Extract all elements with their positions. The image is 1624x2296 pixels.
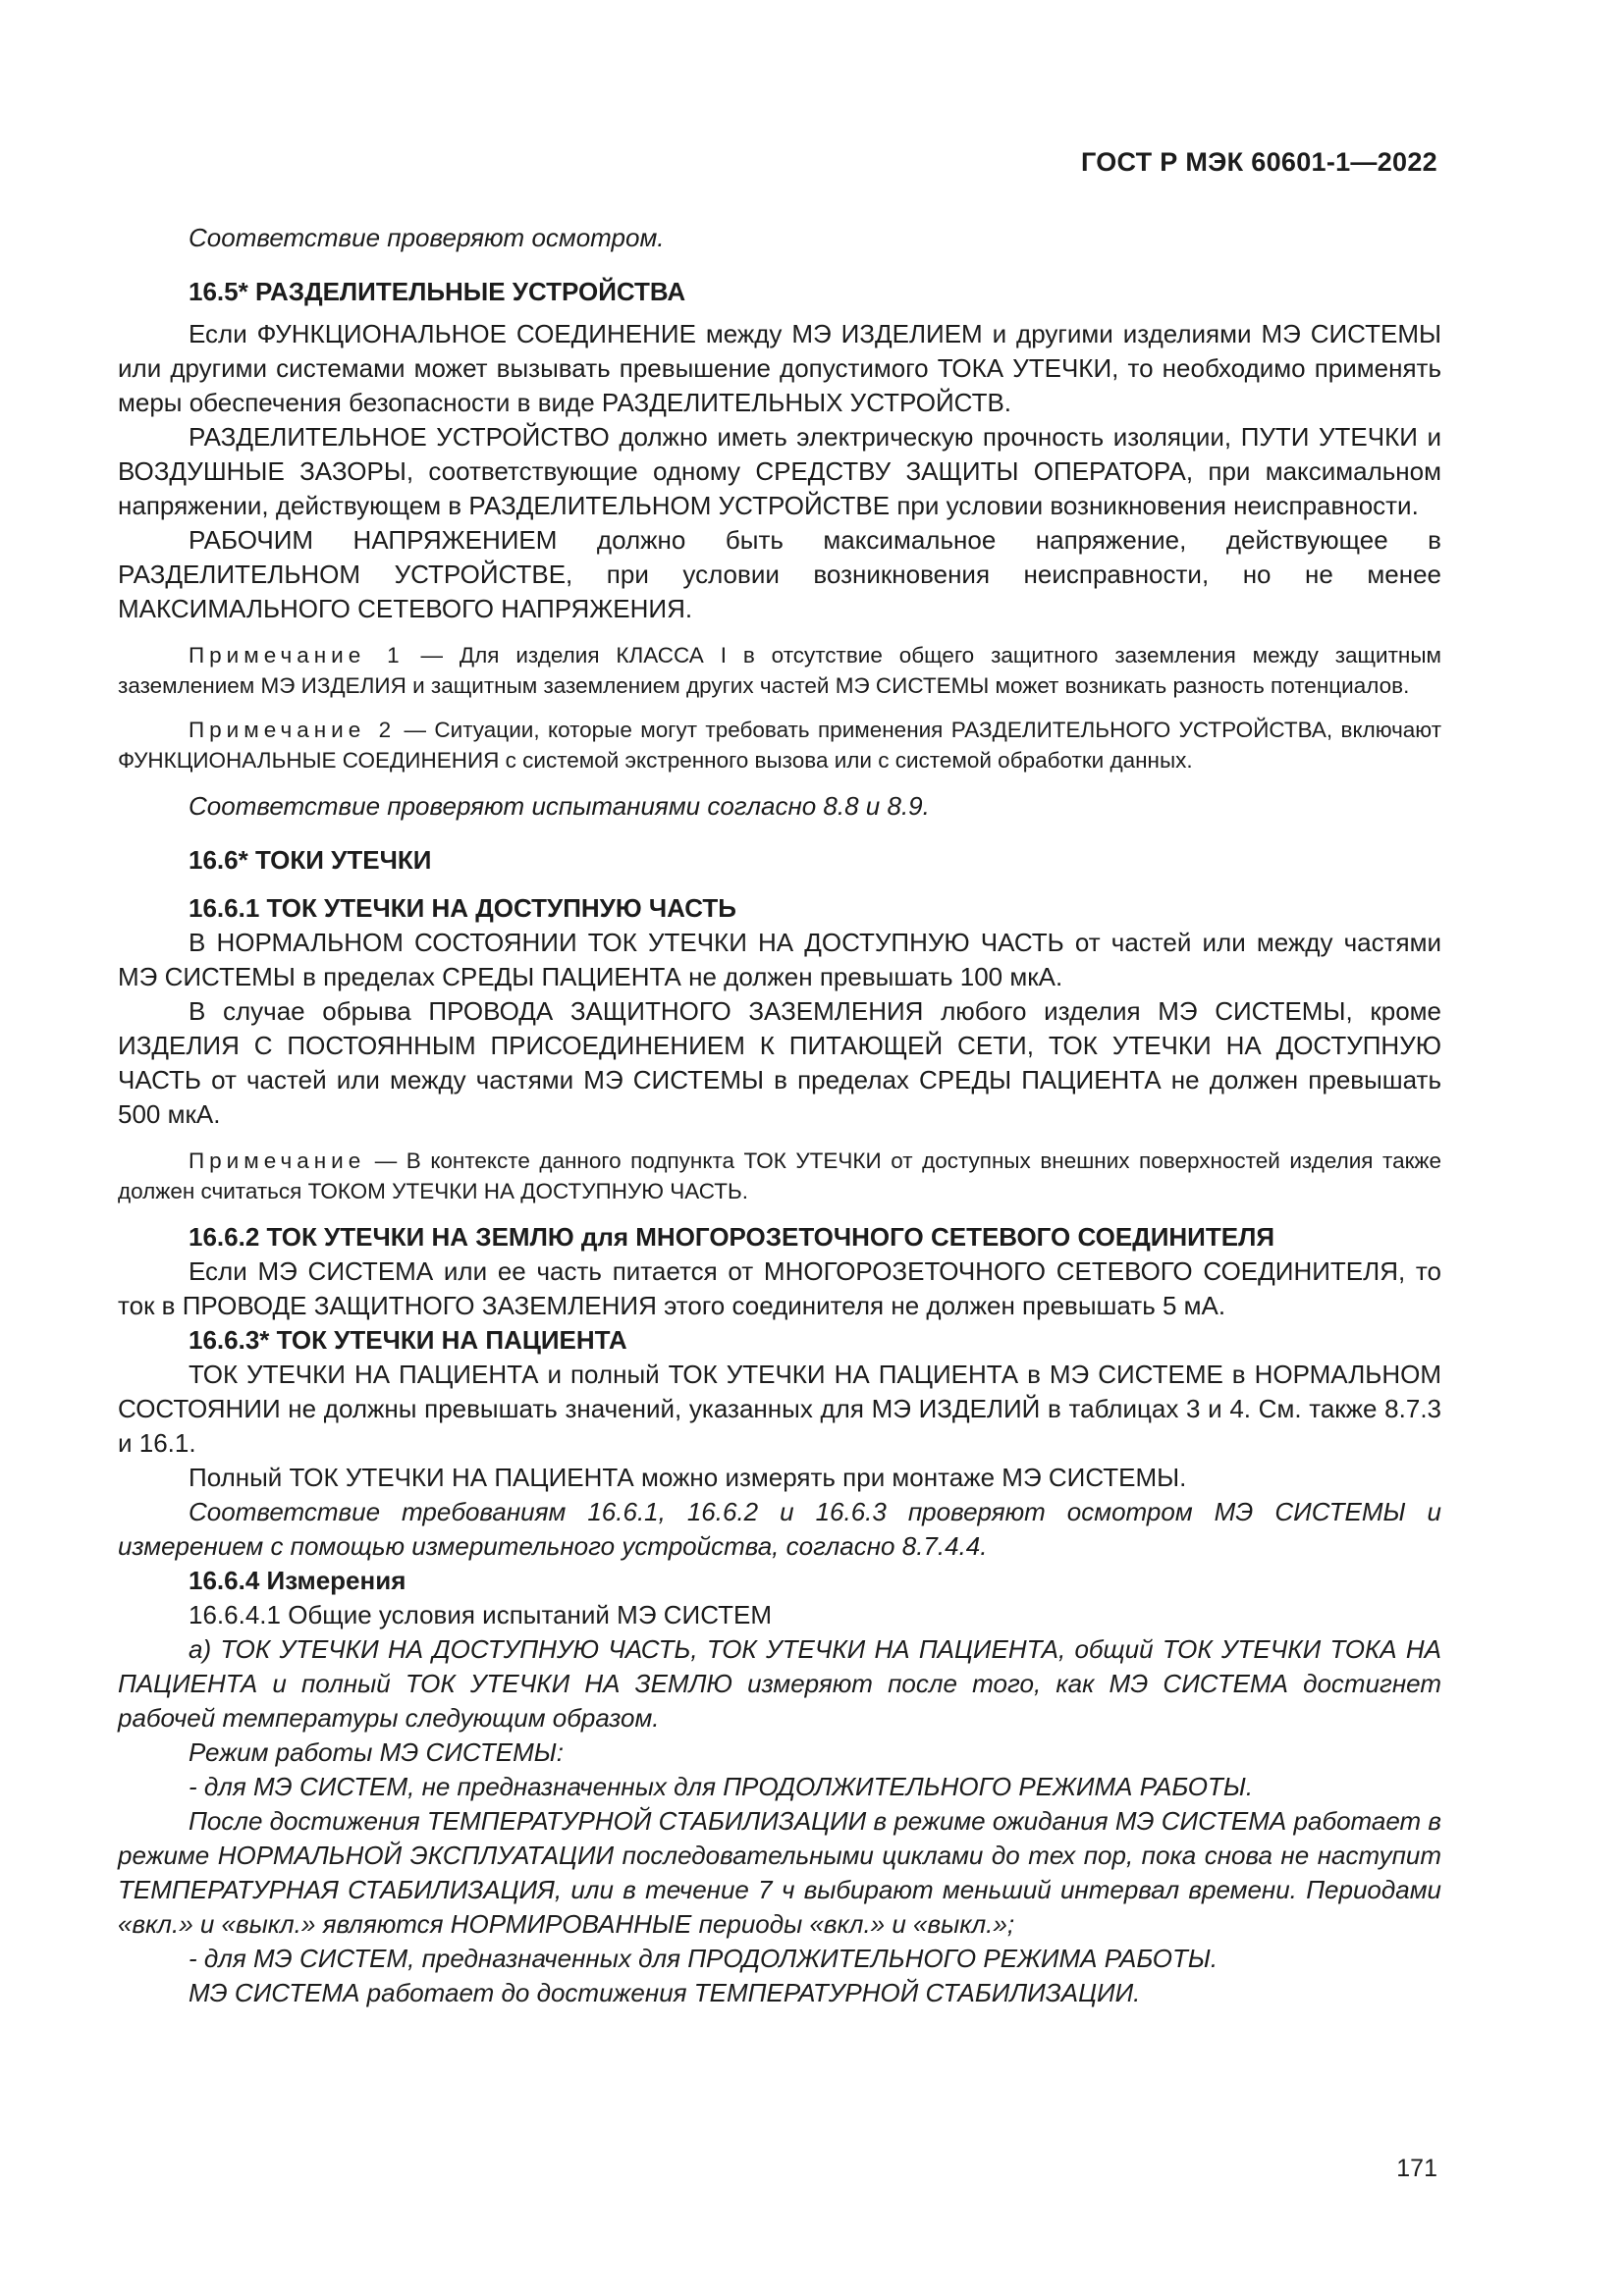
section-16-6-4-1-last: МЭ СИСТЕМА работает до достижения ТЕМПЕРАТУРНОЙ СТАБИЛИЗАЦИИ. [189, 1978, 1141, 2007]
section-16-6-3-conformity: Соответствие требованиям 16.6.1, 16.6.2 и 16.6.3 проверяют осмотром МЭ СИСТЕМЫ и измерением с помощью измерительного устройства, согласно 8.7.4.4. [118, 1497, 1441, 1561]
section-16-6-4-1-item-a: а) ТОК УТЕЧКИ НА ДОСТУПНУЮ ЧАСТЬ, ТОК УТЕЧКИ НА ПАЦИЕНТА, общий ТОК УТЕЧКИ ТОКА НА ПАЦИЕНТА и полный ТОК УТЕЧКИ НА ЗЕМЛЮ измеряют после того, как МЭ СИСТЕМА достигнет рабочей температуры следующим образом. [118, 1634, 1441, 1733]
section-16-6-4-1-heading: 16.6.4.1 Общие условия испытаний МЭ СИСТЕМ [189, 1600, 773, 1629]
section-16-6-4-1-after: После достижения ТЕМПЕРАТУРНОЙ СТАБИЛИЗАЦИИ в режиме ожидания МЭ СИСТЕМА работает в режиме НОРМАЛЬНОЙ ЭКСПЛУАТАЦИИ последовательными циклами до тех пор, пока снова не наступит ТЕМПЕРАТУРНАЯ СТАБИЛИЗАЦИЯ, или в течение 7 ч выбирают меньший интервал времени. Периодами «вкл.» и «выкл.» являются НОРМИРОВАННЫЕ периоды «вкл.» и «выкл.»; [118, 1806, 1441, 1939]
section-16-6-heading: 16.6* ТОКИ УТЕЧКИ [189, 845, 432, 875]
section-16-5-note-1 [118, 640, 1441, 701]
note-label: Примечание [189, 1148, 366, 1173]
section-16-6-1-paragraph-2: В случае обрыва ПРОВОДА ЗАЩИТНОГО ЗАЗЕМЛЕНИЯ любого изделия МЭ СИСТЕМЫ, кроме ИЗДЕЛИЯ С ПОСТОЯННЫМ ПРИСОЕДИНЕНИЕМ К ПИТАЮЩЕЙ СЕТИ, ТОК УТЕЧКИ НА ДОСТУПНУЮ ЧАСТЬ от частей или между частями МЭ СИСТЕМЫ в пределах СРЕДЫ ПАЦИЕНТА не должен превышать 500 мкА. [118, 996, 1441, 1129]
section-16-6-4-1-dash-2: - для МЭ СИСТЕМ, предназначенных для ПРОДОЛЖИТЕЛЬНОГО РЕЖИМА РАБОТЫ. [189, 1944, 1218, 1973]
note-text: — Для изделия КЛАССА I в отсутствие общего защитного заземления между защитным заземлением МЭ ИЗДЕЛИЯ и защитным заземлением других частей МЭ СИСТЕМЫ может возникать разность потенциалов. [118, 643, 1441, 698]
note-text: — В контексте данного подпункта ТОК УТЕЧКИ от доступных внешних поверхностей изделия также должен считаться ТОКОМ УТЕЧКИ НА ДОСТУПНУЮ ЧАСТЬ. [118, 1148, 1441, 1203]
conformity-inspection: Соответствие проверяют осмотром. [189, 223, 665, 252]
page-number: 171 [1396, 2155, 1437, 2182]
section-16-6-4-1-dash-1: - для МЭ СИСТЕМ, не предназначенных для ПРОДОЛЖИТЕЛЬНОГО РЕЖИМА РАБОТЫ. [189, 1772, 1254, 1801]
note-text: — Ситуации, которые могут требовать применения РАЗДЕЛИТЕЛЬНОГО УСТРОЙСТВА, включают ФУНКЦИОНАЛЬНЫЕ СОЕДИНЕНИЯ с системой экстренного вызова или с системой обработки данных. [118, 718, 1441, 773]
section-16-5-conformity: Соответствие проверяют испытаниями согласно 8.8 и 8.9. [189, 791, 930, 821]
section-16-6-3-paragraph-2: Полный ТОК УТЕЧКИ НА ПАЦИЕНТА можно измерять при монтаже МЭ СИСТЕМЫ. [189, 1463, 1187, 1492]
section-16-5-paragraph-2: РАЗДЕЛИТЕЛЬНОЕ УСТРОЙСТВО должно иметь электрическую прочность изоляции, ПУТИ УТЕЧКИ и ВОЗДУШНЫЕ ЗАЗОРЫ, соответствующие одному СРЕДСТВУ ЗАЩИТЫ ОПЕРАТОРА, при максимальном напряжении, действующем в РАЗДЕЛИТЕЛЬНОМ УСТРОЙСТВЕ при условии возникновения неисправности. [118, 422, 1441, 520]
section-16-5-note-2 [118, 715, 1441, 775]
section-16-6-3-heading: 16.6.3* ТОК УТЕЧКИ НА ПАЦИЕНТА [189, 1325, 627, 1355]
section-16-5-heading: 16.5* РАЗДЕЛИТЕЛЬНЫЕ УСТРОЙСТВА [189, 277, 686, 306]
page-content [118, 221, 1441, 2010]
section-16-5-paragraph-1: Если ФУНКЦИОНАЛЬНОЕ СОЕДИНЕНИЕ между МЭ ИЗДЕЛИЕМ и другими изделиями МЭ СИСТЕМЫ или другими системами может вызывать превышение допустимого ТОКА УТЕЧКИ, то необходимо применять меры обеспечения безопасности в виде РАЗДЕЛИТЕЛЬНЫХ УСТРОЙСТВ. [118, 319, 1441, 417]
section-16-5-paragraph-3: РАБОЧИМ НАПРЯЖЕНИЕМ должно быть максимальное напряжение, действующее в РАЗДЕЛИТЕЛЬНОМ УСТРОЙСТВЕ, при условии возникновения неисправности, но не менее МАКСИМАЛЬНОГО СЕТЕВОГО НАПРЯЖЕНИЯ. [118, 525, 1441, 623]
section-16-6-4-1-mode: Режим работы МЭ СИСТЕМЫ: [189, 1737, 564, 1767]
document-code: ГОСТ Р МЭК 60601-1—2022 [1080, 147, 1437, 177]
section-16-6-2-paragraph-1: Если МЭ СИСТЕМА или ее часть питается от МНОГОРОЗЕТОЧНОГО СЕТЕВОГО СОЕДИНИТЕЛЯ, то ток в ПРОВОДЕ ЗАЩИТНОГО ЗАЗЕМЛЕНИЯ этого соединителя не должен превышать 5 мА. [118, 1256, 1441, 1320]
note-label: Примечание 2 [189, 718, 397, 742]
section-16-6-1-heading: 16.6.1 ТОК УТЕЧКИ НА ДОСТУПНУЮ ЧАСТЬ [189, 893, 736, 923]
section-16-6-1-note [118, 1146, 1441, 1206]
section-16-6-3-paragraph-1: ТОК УТЕЧКИ НА ПАЦИЕНТА и полный ТОК УТЕЧКИ НА ПАЦИЕНТА в МЭ СИСТЕМЕ в НОРМАЛЬНОМ СОСТОЯНИИ не должны превышать значений, указанных для МЭ ИЗДЕЛИЙ в таблицах 3 и 4. См. также 8.7.3 и 16.1. [118, 1360, 1441, 1458]
section-16-6-4-heading: 16.6.4 Измерения [189, 1566, 406, 1595]
section-16-6-2-heading: 16.6.2 ТОК УТЕЧКИ НА ЗЕМЛЮ для МНОГОРОЗЕТОЧНОГО СЕТЕВОГО СОЕДИНИТЕЛЯ [189, 1222, 1275, 1252]
note-label: Примечание 1 [189, 643, 405, 667]
section-16-6-1-paragraph-1: В НОРМАЛЬНОМ СОСТОЯНИИ ТОК УТЕЧКИ НА ДОСТУПНУЮ ЧАСТЬ от частей или между частями МЭ СИСТЕМЫ в пределах СРЕДЫ ПАЦИЕНТА не должен превышать 100 мкА. [118, 928, 1441, 991]
